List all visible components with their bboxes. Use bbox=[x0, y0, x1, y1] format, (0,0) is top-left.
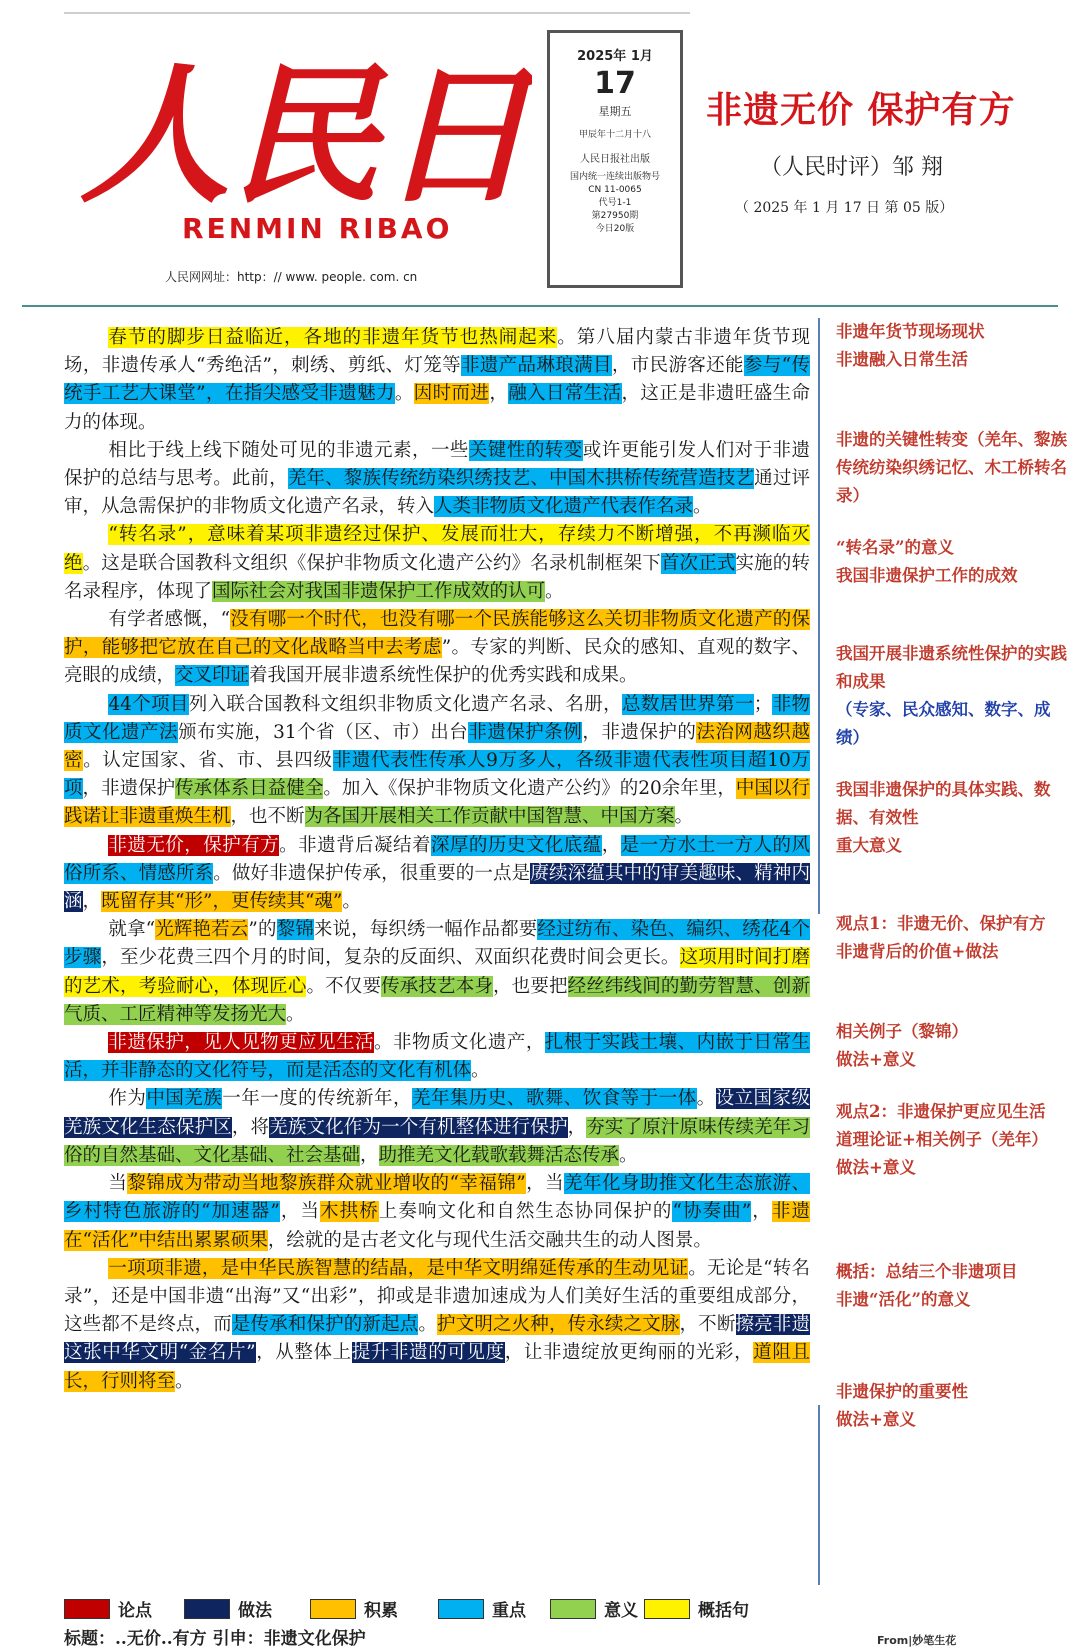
issue-line: 第27950期 bbox=[591, 211, 639, 221]
highlight-span: 护文明之火种，传永续之文脉 bbox=[437, 1314, 680, 1336]
highlight-span: 这项用时间打磨的艺术，考验耐心，体现匠心 bbox=[64, 947, 810, 997]
legend-label: 积累 bbox=[364, 1601, 398, 1621]
text-span: 。 bbox=[471, 1060, 490, 1082]
text-span: 。 bbox=[619, 1144, 638, 1166]
article-paragraph bbox=[64, 437, 810, 522]
highlight-span: 中国以行践诺让非遗重焕生机 bbox=[64, 778, 810, 828]
legend-label: 意义 bbox=[604, 1601, 638, 1621]
legend-item bbox=[184, 1596, 272, 1621]
highlight-span: “协奏曲” bbox=[672, 1201, 752, 1223]
issue-line: CN 11-0065 bbox=[588, 185, 642, 195]
highlight-span: 羌年、黎族传统纺染织绣技艺、中国木拱桥传统营造技艺 bbox=[287, 468, 755, 490]
text-span: ，不断 bbox=[679, 1314, 736, 1336]
text-span: ； bbox=[753, 693, 773, 715]
date-day: 17 bbox=[594, 66, 636, 101]
article-headline: 非遗无价 保护有方 bbox=[706, 89, 1016, 131]
legend-swatch bbox=[64, 1599, 110, 1619]
margin-note-detail: （专家、民众感知、数字、成绩） bbox=[836, 700, 1051, 747]
margin-note-line: 非遗融入日常生活 bbox=[836, 350, 968, 369]
highlight-span: 设立国家级羌族文化生态保护区 bbox=[64, 1088, 810, 1138]
highlight-span: 为各国开展相关工作贡献中国智慧、中国方案 bbox=[304, 806, 675, 828]
text-span: ， bbox=[751, 1201, 772, 1223]
highlight-span: 既留存其“形”，更传续其“魂” bbox=[101, 891, 343, 913]
highlight-span: 国际社会对我国非遗保护工作成效的认可 bbox=[212, 580, 546, 602]
issue-line: 代号1-1 bbox=[598, 198, 632, 208]
highlight-span: 关键性的转变 bbox=[468, 439, 583, 461]
margin-note-line: 做法+意义 bbox=[836, 1158, 916, 1177]
margin-note-line: 相关例子（黎锦） bbox=[836, 1022, 968, 1041]
highlight-span: 擦亮非遗这张中华文明“金名片” bbox=[64, 1314, 810, 1364]
margin-note-line: 非遗背后的价值+做法 bbox=[836, 942, 999, 961]
highlight-span: 没有哪一个时代，也没有哪一个民族能够这么关切非物质文化遗产的保护，能够把它放在自己的文化战略当中去考虑 bbox=[64, 609, 810, 659]
highlight-span: 春节的脚步日益临近，各地的非遗年货节也热闹起来 bbox=[108, 327, 558, 348]
margin-note-line: 我国非遗保护工作的成效 bbox=[836, 566, 1018, 585]
text-span: 。 bbox=[696, 1088, 716, 1110]
margin-note-line: 非遗保护的重要性 bbox=[836, 1382, 968, 1401]
margin-note bbox=[836, 776, 1072, 860]
issue-line: 今日20版 bbox=[595, 224, 635, 234]
text-span: ，非遗保护的 bbox=[582, 721, 697, 743]
legend-swatch bbox=[184, 1599, 230, 1619]
highlight-span: 法治网越织越密 bbox=[64, 721, 810, 772]
highlight-span: 助推羌文化载歌载舞活态传承 bbox=[378, 1144, 620, 1166]
date-year-month: 2025年 1月 bbox=[577, 49, 653, 64]
margin-note-line: “转名录”的意义 bbox=[836, 538, 954, 557]
highlight-span: 木拱桥 bbox=[320, 1201, 379, 1223]
masthead-calligraphy bbox=[72, 20, 532, 220]
article-body bbox=[64, 324, 810, 1396]
highlight-span: 扎根于实践土壤、内嵌于日常生活，并非静态的文化符号，而是活态的文化有机体 bbox=[64, 1032, 810, 1082]
highlight-span: 首次正式 bbox=[660, 552, 736, 574]
article-paragraph bbox=[64, 521, 810, 606]
text-span: 。做好非遗保护传承，很重要的一点是 bbox=[213, 862, 531, 884]
margin-note bbox=[836, 1258, 1072, 1314]
text-span: ，当 bbox=[279, 1201, 321, 1223]
highlight-span: 非遗保护条例 bbox=[468, 721, 583, 743]
highlight-span: 深厚的历史文化底蕴 bbox=[430, 834, 602, 856]
legend-item bbox=[550, 1596, 638, 1621]
highlight-span: 经丝纬线间的勤劳智慧、创新气质、工匠精神等发扬光大 bbox=[64, 975, 810, 1025]
text-span: 。无论是“转名录”，还是中国非遗“出海”又“出彩”，抑或是非遗加速成为人们美好生活的重要组成部分，这些都不是终点，而 bbox=[64, 1257, 810, 1336]
footer-caption: 标题：..无价..有方 引申：非遗文化保护 bbox=[64, 1629, 366, 1649]
text-span: ， bbox=[360, 1144, 379, 1166]
date-weekday: 星期五 bbox=[598, 105, 632, 118]
legend-label: 论点 bbox=[118, 1601, 152, 1621]
issue-info bbox=[550, 171, 680, 236]
text-span: ，非遗保护 bbox=[82, 778, 176, 800]
article-paragraph bbox=[64, 916, 810, 1029]
text-span: 。 bbox=[286, 1003, 305, 1025]
margin-note bbox=[836, 318, 1072, 374]
margin-note-line: 非遗“活化”的意义 bbox=[836, 1290, 971, 1309]
highlight-span: 非遗在“活化”中结出累累硕果 bbox=[64, 1201, 810, 1251]
text-span: 。非物质文化遗产， bbox=[374, 1032, 545, 1054]
highlight-span: 传承体系日益健全 bbox=[175, 778, 324, 800]
text-span: 。 bbox=[394, 383, 414, 405]
text-span: 。不仅要 bbox=[306, 975, 382, 997]
highlight-span: 道阻且长，行则将至 bbox=[64, 1342, 810, 1392]
highlight-span: 44个项目 bbox=[108, 693, 189, 715]
legend-swatch bbox=[550, 1599, 596, 1619]
footer-credit: From|妙笔生花 bbox=[877, 1634, 957, 1647]
text-span: 就拿“ bbox=[108, 919, 156, 941]
text-span: 。 bbox=[674, 806, 694, 828]
text-span: 颁布实施，31个省（区、市）出台 bbox=[178, 721, 469, 743]
masthead-romanized: RENMIN RIBAO bbox=[182, 212, 453, 245]
article-paragraph bbox=[64, 1085, 810, 1170]
text-span: 。第八届内蒙古非遗年货节现场，非遗传承人“秀绝活”，刺绣、剪纸、灯笼等 bbox=[64, 327, 810, 377]
highlight-span: 非遗无价，保护有方 bbox=[108, 834, 280, 856]
legend-label: 重点 bbox=[492, 1601, 526, 1621]
text-span: 。认定国家、省、市、县四级 bbox=[83, 750, 333, 772]
highlight-span: 羌年化身助推文化生态旅游、乡村特色旅游的“加速器” bbox=[64, 1173, 810, 1223]
masthead-logo bbox=[72, 20, 532, 220]
top-rule bbox=[64, 12, 690, 14]
article-edition: （ 2025 年 1 月 17 日 第 05 版） bbox=[735, 200, 954, 216]
article-paragraph bbox=[64, 691, 810, 832]
text-span: 当 bbox=[108, 1173, 128, 1195]
highlight-span: 参与“传统手工艺大课堂”，在指尖感受非遗魅力 bbox=[64, 355, 810, 405]
text-span: 着我国开展非遗系统性保护的优秀实践和成果。 bbox=[249, 665, 638, 687]
margin-note-line: 非遗年货节现场现状 bbox=[836, 322, 985, 341]
text-span: 实施的转名录程序，体现了 bbox=[64, 552, 810, 602]
article-paragraph bbox=[64, 1255, 810, 1396]
highlight-span: 光辉艳若云 bbox=[155, 919, 249, 941]
text-span: ， bbox=[601, 834, 621, 856]
margin-note-line: 观点1：非遗无价、保护有方 bbox=[836, 914, 1046, 933]
margin-note bbox=[836, 534, 1072, 590]
highlight-span: 非物质文化遗产法 bbox=[64, 693, 810, 743]
highlight-span: “转名录”，意味着某项非遗经过保护、发展而壮大，存续力不断增强，不再濒临灭绝 bbox=[64, 524, 810, 574]
highlight-span: 交叉印证 bbox=[175, 665, 250, 687]
text-span: ”。专家的判断、民众的感知、直观的数字、亮眼的成绩， bbox=[64, 637, 810, 687]
legend-item bbox=[64, 1596, 152, 1621]
highlight-span: 是传承和保护的新起点 bbox=[231, 1314, 419, 1336]
text-span: 列入联合国教科文组织非物质文化遗产名录、名册， bbox=[188, 693, 622, 715]
margin-note-line: 做法+意义 bbox=[836, 1410, 916, 1429]
text-span: ，也要把 bbox=[493, 975, 568, 997]
highlight-span: 经过纺布、染色、编织、绣花4个步骤 bbox=[64, 919, 810, 969]
legend-swatch bbox=[644, 1599, 690, 1619]
date-lunar: 甲辰年十二月十八 bbox=[578, 130, 651, 140]
article-byline: （人民时评）邹 翔 bbox=[760, 155, 943, 180]
highlight-span: 因时而进 bbox=[413, 383, 490, 405]
text-span: 。 bbox=[418, 1314, 438, 1336]
margin-note bbox=[836, 1098, 1072, 1182]
article-paragraph bbox=[64, 1170, 810, 1255]
column-divider-lower bbox=[818, 1405, 820, 1585]
text-span: ，也不断 bbox=[230, 806, 305, 828]
text-span: ， bbox=[489, 383, 509, 405]
highlight-span: 是一方水土一方人的风俗所系、情感所系 bbox=[64, 834, 810, 884]
date-box bbox=[547, 30, 683, 288]
highlight-span: 非遗保护，见人见物更应见生活 bbox=[108, 1032, 375, 1054]
highlight-span: 人类非物质文化遗产代表作名录 bbox=[434, 496, 694, 518]
text-span: 作为 bbox=[108, 1088, 147, 1110]
margin-note-line: 概括：总结三个非遗项目 bbox=[836, 1262, 1018, 1281]
highlight-span: 非遗代表性传承人9万多人，各级非遗代表性项目超10万项 bbox=[64, 750, 810, 800]
text-span: 。这是联合国教科文组织《保护非物质文化遗产公约》名录机制框架下 bbox=[82, 552, 661, 574]
text-span: ，将 bbox=[231, 1116, 270, 1138]
text-span: ，市民游客还能 bbox=[611, 355, 744, 377]
legend-label: 做法 bbox=[238, 1601, 272, 1621]
highlight-span: 非遗产品琳琅满目 bbox=[460, 355, 612, 377]
text-span: ，从整体上 bbox=[255, 1342, 352, 1364]
article-paragraph bbox=[64, 606, 810, 691]
text-span: 。非遗背后凝结着 bbox=[279, 834, 431, 856]
text-span: 来说，每织绣一幅作品都要 bbox=[313, 919, 538, 941]
text-span: 相比于线上线下随处可见的非遗元素，一些 bbox=[108, 439, 469, 461]
text-span: ，绘就的是古老文化与现代生活交融共生的动人图景。 bbox=[267, 1229, 712, 1251]
legend-swatch bbox=[438, 1599, 484, 1619]
highlight-span: 传承技艺本身 bbox=[381, 975, 494, 997]
highlight-span: 黎锦 bbox=[276, 919, 314, 941]
margin-note-line: 观点2：非遗保护更应见生活 bbox=[836, 1102, 1046, 1121]
highlight-span: 赓续深蕴其中的审美趣味、精神内涵 bbox=[64, 862, 810, 913]
highlight-span: 中国羌族 bbox=[146, 1088, 223, 1110]
text-span: 。加入《保护非物质文化遗产公约》的20余年里， bbox=[323, 778, 736, 800]
highlight-span: 羌族文化作为一个有机整体进行保护 bbox=[269, 1116, 568, 1138]
highlight-span: 黎锦成为带动当地黎族群众就业增收的“幸福锦” bbox=[127, 1173, 526, 1195]
article-paragraph bbox=[64, 1029, 810, 1085]
text-span: ， bbox=[82, 891, 102, 913]
margin-note bbox=[836, 1018, 1072, 1074]
margin-note bbox=[836, 910, 1072, 966]
article-paragraph bbox=[64, 324, 810, 437]
margin-note-line: 非遗的关键性转变（羌年、黎族传统纺染织绣记忆、木工桥转名录） bbox=[836, 430, 1067, 505]
margin-note-line: 我国开展非遗系统性保护的实践和成果 bbox=[836, 644, 1067, 691]
text-span: 。 bbox=[175, 1370, 194, 1392]
margin-note bbox=[836, 426, 1072, 510]
masthead-website: 人民网网址：http：// www. people. com. cn bbox=[165, 270, 418, 284]
text-span: ，让非遗绽放更绚丽的光彩， bbox=[504, 1342, 754, 1364]
masthead-title-text: 人民日 bbox=[80, 48, 531, 220]
header-divider bbox=[22, 305, 1058, 307]
text-span: 上奏响文化和自然生态协同保护的 bbox=[378, 1201, 673, 1223]
legend-swatch bbox=[310, 1599, 356, 1619]
text-span: ，这正是非遗旺盛生命力的体现。 bbox=[64, 383, 810, 433]
highlight-span: 提升非遗的可见度 bbox=[351, 1342, 505, 1364]
text-span: 有学者感慨，“ bbox=[108, 609, 231, 631]
margin-note-line: 我国非遗保护的具体实践、数据、有效性 bbox=[836, 780, 1051, 827]
text-span: ， bbox=[567, 1116, 587, 1138]
text-span: ，至少花费三四个月的时间，复杂的反面织、双面织花费时间会更长。 bbox=[101, 947, 680, 969]
text-span: 一年一度的传统新年， bbox=[222, 1088, 412, 1110]
legend-item bbox=[644, 1596, 749, 1621]
publisher: 人民日报社出版 bbox=[580, 154, 650, 165]
margin-note bbox=[836, 640, 1072, 752]
legend-label: 概括句 bbox=[698, 1601, 749, 1621]
legend-item bbox=[310, 1596, 398, 1621]
highlight-span: 夯实了原汁原味传续羌年习俗的自然基础、文化基础、社会基础 bbox=[64, 1116, 810, 1166]
text-span: ，当 bbox=[525, 1173, 565, 1195]
margin-note-line: 做法+意义 bbox=[836, 1050, 916, 1069]
margin-note-line: 重大意义 bbox=[836, 836, 902, 855]
issue-line: 国内统一连续出版物号 bbox=[569, 172, 660, 182]
margin-note-line: 道理论证+相关例子（羌年） bbox=[836, 1130, 1048, 1149]
margin-note bbox=[836, 1378, 1072, 1434]
highlight-span: 总数居世界第一 bbox=[621, 693, 754, 715]
highlight-span: 羌年集历史、歌舞、饮食等于一体 bbox=[411, 1088, 697, 1110]
text-span: 或许更能引发人们对于非遗保护的总结与思考。此前， bbox=[64, 439, 810, 490]
text-span: 。 bbox=[342, 891, 361, 913]
text-span: 。 bbox=[545, 580, 564, 602]
article-paragraph bbox=[64, 832, 810, 917]
highlight-span: 一项项非遗，是中华民族智慧的结晶，是中华文明绵延传承的生动见证 bbox=[108, 1257, 689, 1279]
text-span: 通过评审，从急需保护的非物质文化遗产名录，转入 bbox=[64, 468, 810, 518]
column-divider bbox=[818, 318, 820, 914]
text-span: 。 bbox=[693, 496, 712, 518]
text-span: ”的 bbox=[248, 919, 277, 941]
highlight-span: 融入日常生活 bbox=[508, 383, 622, 405]
legend-item bbox=[438, 1596, 526, 1621]
